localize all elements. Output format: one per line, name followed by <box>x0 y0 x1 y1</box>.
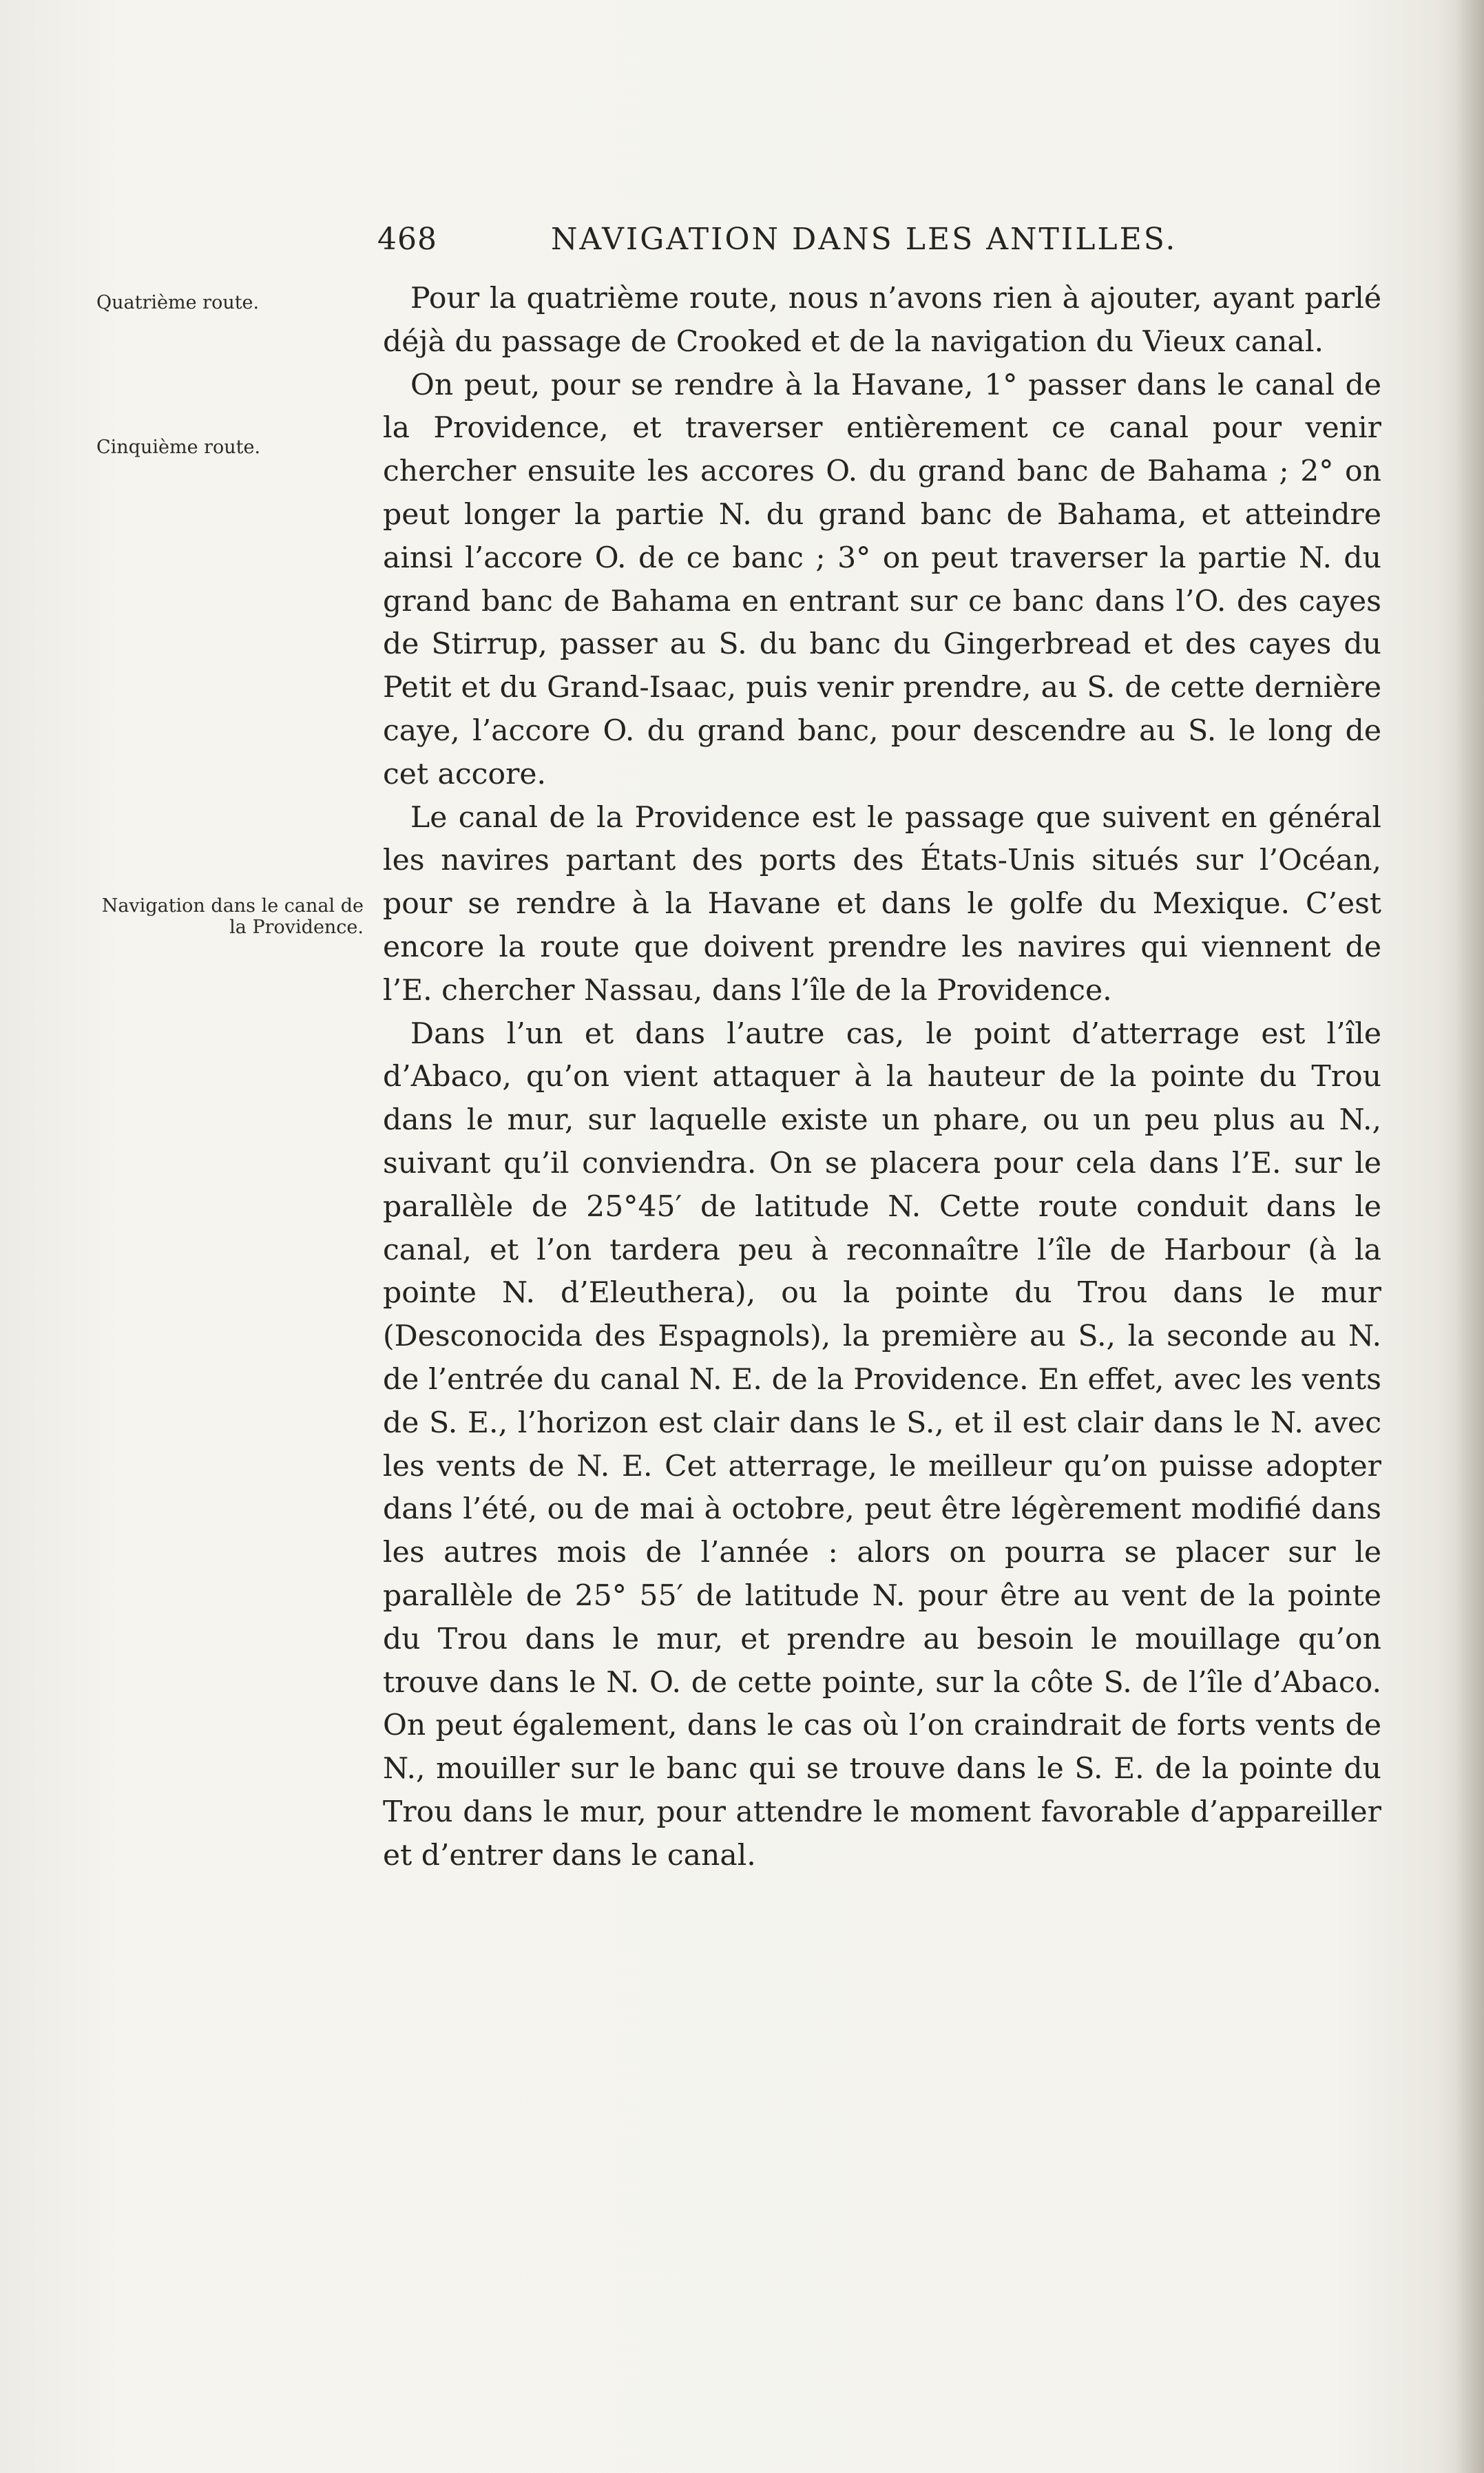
running-title: NAVIGATION DANS LES ANTILLES. <box>551 222 1178 257</box>
paragraph-quatrieme-route: Pour la quatrième route, nous n’avons rien à ajouter, ayant parlé déjà du passage de Crooked et de la navigation du Vieux canal. <box>383 282 1381 359</box>
body-text <box>383 278 1381 1877</box>
sidenote-cinquieme-route: Cinquième route. <box>96 437 261 458</box>
binding-shadow <box>1456 0 1484 2473</box>
paragraph-canal-providence: Le canal de la Providence est le passage que suivent en général les navires partant des ports des États-Unis situés sur l’Océan, pour se rendre à la Havane et dans le golfe du Mexique. C’est encore la route que doivent prendre les navires qui viennent de l’E. chercher Nassau, dans l’île de la Providence. <box>383 800 1381 1008</box>
page-header <box>377 222 1376 263</box>
page-number: 468 <box>377 222 437 257</box>
sidenote-quatrieme-route: Quatrième route. <box>96 292 260 313</box>
paragraph-atterrage: Dans l’un et dans l’autre cas, le point d’atterrage est l’île d’Abaco, qu’on vient attaquer à la hauteur de la pointe du Trou dans le mur, sur laquelle existe un phare, ou un peu plus au N., suivant qu’il conviendra. On se placera pour cela dans l’E. sur le parallèle de 25°45′ de latitude N. Cette route conduit dans le canal, et l’on tardera peu à reconnaître l’île de Harbour (à la pointe N. d’Eleuthera), ou la pointe du Trou dans le mur (Desconocida des Espagnols), la première au S., la seconde au N. de l’entrée du canal N. E. de la Providence. En effet, avec les vents de S. E., l’horizon est clair dans le S., et il est clair dans le N. avec les vents de N. E. Cet atterrage, le meilleur qu’on puisse adopter dans l’été, ou de mai à octobre, peut être légèrement modifié dans les autres mois de l’année : alors on pourra se placer sur le parallèle de 25° 55′ de latitude N. pour être au vent de la pointe du Trou dans le mur, et prendre au besoin le mouillage qu’on trouve dans le N. O. de cette pointe, sur la côte S. de l’île d’Abaco. On peut également, dans le cas où l’on craindrait de forts vents de N., mouiller sur le banc qui se trouve dans le S. E. de la pointe du Trou dans le mur, pour attendre le moment favorable d’appareiller et d’entrer dans le canal. <box>383 1016 1381 1872</box>
paragraph-cinquieme-route: On peut, pour se rendre à la Havane, 1° passer dans le canal de la Providence, et traverser entièrement ce canal pour venir chercher ensuite les accores O. du grand banc de Bahama ; 2° on peut longer la partie N. du grand banc de Bahama, et atteindre ainsi l’accore O. de ce banc ; 3° on peut traverser la partie N. du grand banc de Bahama en entrant sur ce banc dans l’O. des cayes de Stirrup, passer au S. du banc du Gingerbread et des cayes du Petit et du Grand-Isaac, puis venir prendre, au S. de cette dernière caye, l’accore O. du grand banc, pour descendre au S. le long de cet accore. <box>383 368 1381 791</box>
sidenote-navigation-providence: Navigation dans le canal de la Providence. <box>101 895 364 938</box>
